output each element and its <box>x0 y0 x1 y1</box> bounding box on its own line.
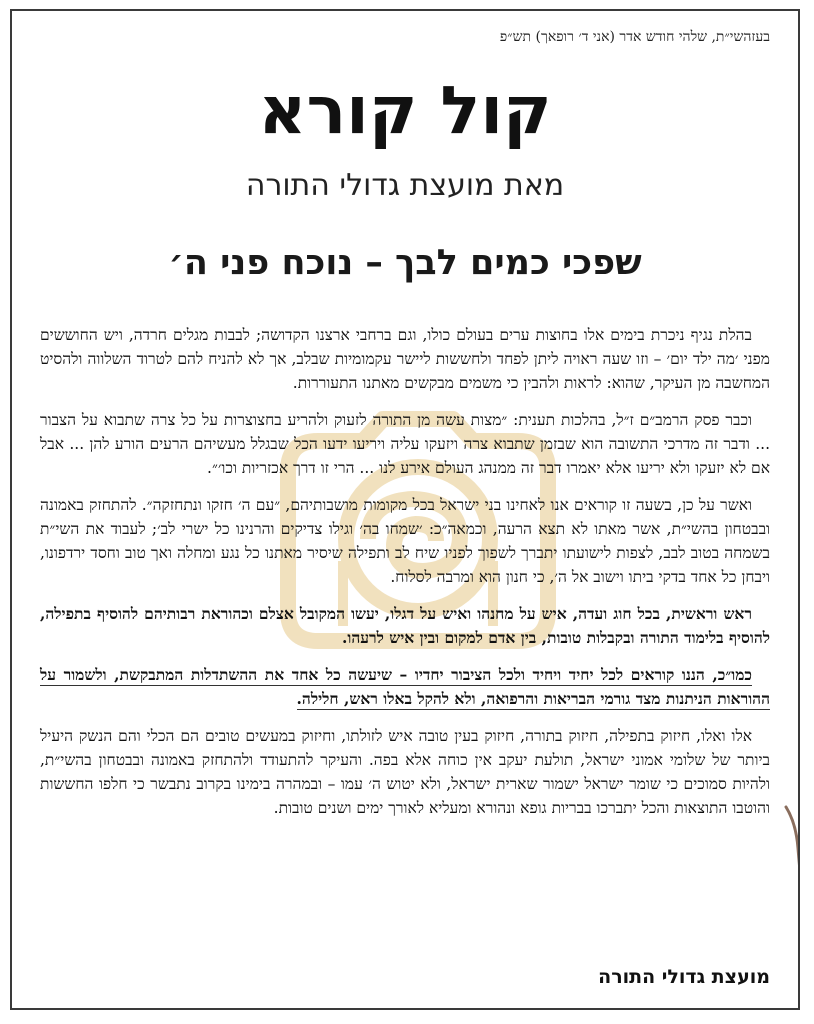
document-frame <box>10 9 800 1010</box>
slogan-heading: שפכי כמים לבך – נוכח פני ה׳ <box>168 243 642 283</box>
paragraph-call-to-strengthen: ואשר על כן, בשעה זו קוראים אנו לאחינו בני ישראל בכל מקומות מושבותיהם, ״עם ה׳ חזקו ונתחזקה״. להתחזק באמונה ובבטחון בהשי״ת, אשר מאתו לא תצא הרעה, וכמאה״כ: ׳שמחו בה׳ וגילו צדיקים והרנינו כל ישרי לב׳; לעבוד את השי״ת בשמחה בטוב לבב, לצפות לישועתו יתברך לשפוך לפניו שיח לב ותפילה שיסיר מאתנו כל נגע ומחלה ואך טוב וחסד ירדפונו, ויבחן כל אחד בדקי ביתו וישוב אל ה׳, כי חנון הוא ומרבה לסלוח. <box>40 496 770 586</box>
subtitle: מאת מועצת גדולי התורה <box>245 168 565 203</box>
paragraph-health-instructions <box>40 663 770 711</box>
dateline: בעזהשי״ת, שלהי חודש אדר (אני ד׳ רופאך) תש״פ <box>499 29 770 45</box>
paragraph-closing: אלו ואלו, חיזוק בתפילה, חיזוק בתורה, חיזוק בעין טובה איש לזולתו, וחיזוק במעשים טובים הם הכלי והם הנשק היעיל ביותר של שלומי אמוני ישראל, תולעת יעקב אין כוחה אלא בפה. והעיקר להתעודד ולהתחזק באמונה ובבטחון בהשי״ת, ולהיות סמוכים כי שומר ישראל ישמור שארית ישראל, ולא יטוש ה׳ עמו – ובמהרה בימינו בקרוב נתבשר כי חלפו החששות והוטבו התוצאות והכל יתברכו בבריות גופא ונהורא ומעליא לאורך ימים ושנים טובות. <box>40 727 771 817</box>
paragraph-rambam-quote: וכבר פסק הרמב״ם ז״ל, בהלכות תענית: ״מצות עשה מן התורה לזעוק ולהריע בחצוצרות על כל צרה שתבוא על הצבור ... ודבר זה מדרכי התשובה הוא שבזמן שתבוא צרה ויזעקו עליה ויריעו ידעו הכל שבגלל מעשיהם הרעים הורע להן ... אבל אם לא יזעקו ולא יריעו אלא יאמרו דבר זה ממנהג העולם אירע לנו ... הרי זו דרך אכזריות וכו׳״. <box>40 411 770 477</box>
paragraph-first-and-foremost: ראש וראשית, בכל חוג ועדה, איש על מחנהו ואיש על דגלו, יעשו המקובל אצלם וכהוראת רבותיהם להוסיף בתפילה, להוסיף בלימוד התורה ובקבלות טובות, בין אדם למקום ובין איש לרעהו. <box>40 604 770 647</box>
body-text <box>40 323 770 833</box>
document-content <box>40 11 770 1008</box>
signature: מועצת גדולי התורה <box>598 966 770 988</box>
pen-stroke-icon <box>782 803 800 893</box>
paragraph-health-instructions-text: כמו״כ, הננו קוראים לכל יחיד ויחיד ולכל הציבור יחדיו – שיעשה כל אחד את ההשתדלות המתבקשת, ולשמור על ההוראות הניתנות מצד גורמי הבריאות והרפואה, ולא להקל באלו ראש, חלילה. <box>40 665 770 708</box>
paragraph-opening: בהלת נגיף ניכרת בימים אלו בחוצות ערים בעולם כולו, וגם ברחבי ארצנו הקדושה; לבבות מגלים חרדה, ויש החוששים מפני ׳מה ילד יום׳ – וזו שעה ראויה ליתן לפחד ולחששות ליישר עקמומיות שבלב, אך לא להניח להם לטרוד השלווה ולהסיט המחשבה מן העיקר, שהוא: לראות ולהבין כי משמים מבקשים מאתנו התעוררות. <box>40 326 770 392</box>
page-title: קול קורא <box>258 72 552 149</box>
